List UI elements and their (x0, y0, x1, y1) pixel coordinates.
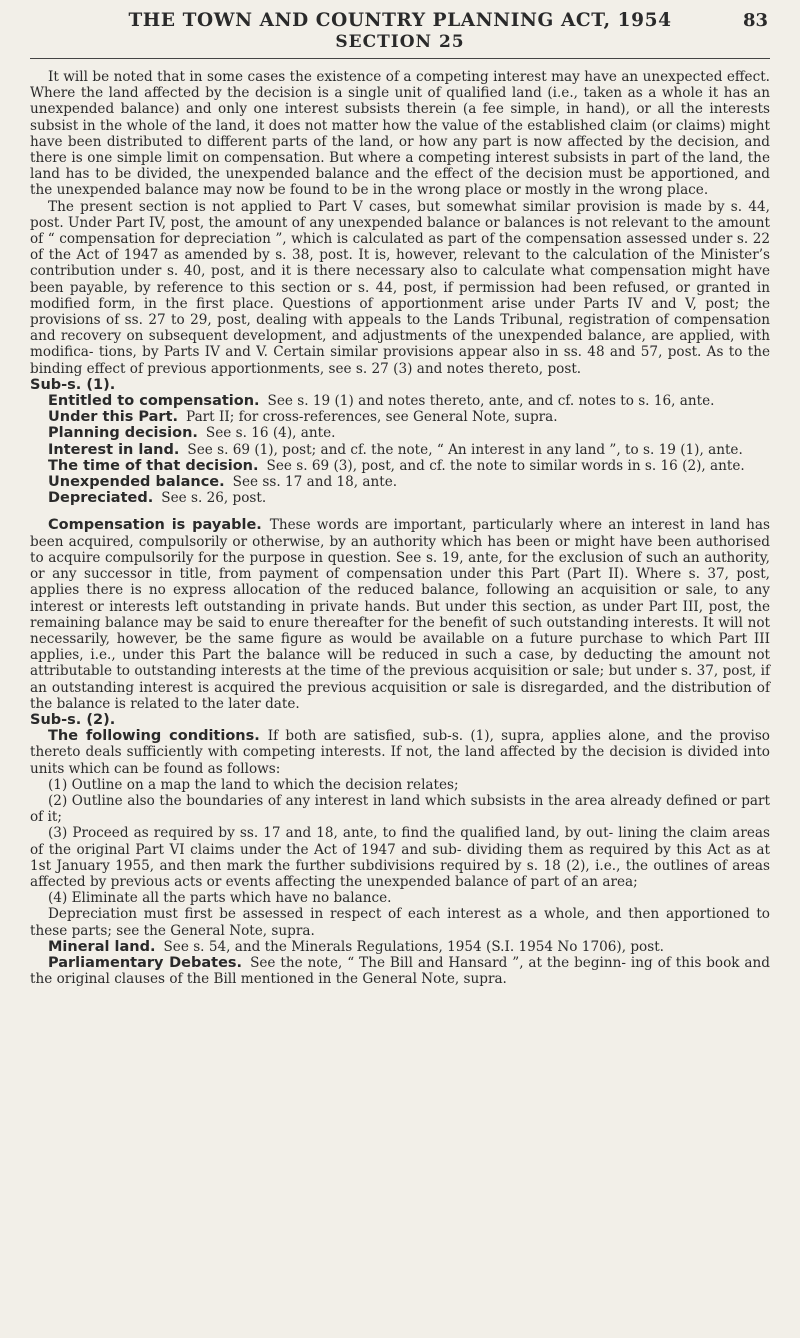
subsection-heading: Sub-s. (1). (30, 376, 116, 393)
paragraph: The present section is not applied to Part V cases, but somewhat similar provision is made by s. 44, post. Under Part IV, post, the amount of any unexpended balance or balances is not relevant to the amount of “ compensation for depreciation ”, which is calculated as part of the compensation assessed under s. 22 of the Act of 1947 as amended by s. 38, post. It is, however, relevant to the calculation of the Minister’s contribution under s. 40, post, and it is there necessary also to calculate what compensation might have been payable, by reference to this section or s. 44, post, if permission had been refused, or granted in modified form, in the first place. Questions of apportionment arise under Parts IV and V, post; the provisions of ss. 27 to 29, post, dealing with appeals to the Lands Tribunal, registration of compensation and recovery on subsequent development, and adjustments of the unexpended balance, are applied, with modifica- tions, by Parts IV and V. Certain similar provisions appear also in ss. 48 and 57, post. As to the binding effect of previous apportionments, see s. 27 (3) and notes thereto, post. (30, 198, 770, 377)
note-heading: Entitled to compensation. (48, 393, 260, 410)
spacer (30, 506, 770, 517)
note-heading: Depreciated. (48, 490, 154, 507)
page-header (30, 10, 770, 52)
note: Compensation is payable. These words are important, particularly where an interest in land has been acquired, compulsorily or otherwise, by an authority which has been or might have been authorised to acquire compulsorily for the purpose in question. See s. 19, ante, for the exclusion of such an authority, or any successor in title, from payment of compensation under this Part (Part II). Where s. 37, post, applies there is no express allocation of the reduced balance, following an acquisition or sale, to any interest or interests left outstanding in private hands. But under this section, as under Part III, post, the remaining balance may be said to enure thereafter for the benefit of such outstanding interests. It will not necessarily, however, be the same figure as would be available on a future purchase to which Part III applies, i.e., under this Part the balance will be reduced in such a case, by deducting the amount not attributable to outstanding interests at the time of the previous acquisition or sale; but under s. 37, post, if an outstanding interest is acquired the previous acquisition or sale is disregarded, and the distribution of the balance is related to the later date. (30, 517, 770, 712)
numbered-list (30, 777, 770, 907)
section-title: SECTION 25 (335, 32, 465, 52)
note: Interest in land. See s. 69 (1), post; and cf. the note, “ An interest in any land ”, to s. 19 (1), ante. (48, 441, 743, 458)
note: The following conditions. If both are satisfied, sub-s. (1), supra, applies alone, and the proviso thereto deals sufficiently with competing interests. If not, the land affected by the decision is divided into units which can be found as follows: (30, 728, 770, 777)
list-item: (3) Proceed as required by ss. 17 and 18, ante, to find the qualified land, by out- lining the claim areas of the original Part VI claims under the Act of 1947 and sub- dividing them as required by this Act as at 1st January 1955, and then mark the further subdivisions required by s. 18 (2), i.e., the outlines of areas affected by previous acts or events affecting the unexpended balance of part of an area; (30, 825, 770, 890)
running-title: THE TOWN AND COUNTRY PLANNING ACT, 1954 (128, 10, 672, 31)
paragraph: It will be noted that in some cases the existence of a competing interest may have an unexpected effect. Where the land affected by the decision is a single unit of qualified land (i.e., taken as a whole it has an unexpended balance) and only one interest subsists therein (a fee simple, in hand), or all the interests subsist in the whole of the land, it does not matter how the value of the established claim (or claims) might have been distributed to different parts of the land, or how any part is now affected by the decision, and there is one simple limit on compensation. But where a competing interest subsists in part of the land, the land has to be divided, the unexpended balance and the effect of the decision must be apportioned, and the unexpended balance may now be found to be in the wrong place or mostly in the wrong place. (30, 69, 770, 199)
note-heading: Unexpended balance. (48, 474, 225, 491)
list-item: (1) Outline on a map the land to which the decision relates; (48, 776, 459, 793)
note-heading: Compensation is payable. (48, 517, 262, 534)
note: Mineral land. See s. 54, and the Minerals Regulations, 1954 (S.I. 1954 No 1706), post. (48, 938, 664, 955)
note-heading: Mineral land. (48, 938, 156, 955)
note-heading: Interest in land. (48, 441, 180, 458)
note: Under this Part. Part II; for cross-references, see General Note, supra. (48, 409, 558, 426)
list-item: (2) Outline also the boundaries of any interest in land which subsists in the area already defined or part of it; (30, 792, 770, 826)
note-heading: Planning decision. (48, 425, 198, 442)
subsection-heading: Sub-s. (2). (30, 711, 116, 728)
note-heading: The following conditions. (48, 728, 260, 745)
note: Depreciated. See s. 26, post. (48, 490, 267, 507)
page-number: 83 (742, 10, 768, 31)
note: Parliamentary Debates. See the note, “ The Bill and Hansard ”, at the beginn- ing of this book and the original clauses of the Bill mentioned in the General Note, supra. (30, 954, 770, 988)
note: The time of that decision. See s. 69 (3), post, and cf. the note to similar words in s. 16 (2), ante. (48, 457, 745, 474)
list-item: (4) Eliminate all the parts which have no balance. (48, 890, 392, 907)
body-text (30, 69, 770, 987)
header-rule (30, 58, 770, 59)
note-heading: Under this Part. (48, 409, 179, 426)
paragraph: Depreciation must first be assessed in respect of each interest as a whole, and then apportioned to these parts; see the General Note, supra. (30, 906, 770, 939)
note-heading: Parliamentary Debates. (48, 954, 243, 971)
note: Unexpended balance. See ss. 17 and 18, ante. (48, 474, 398, 491)
note-heading: The time of that decision. (48, 457, 259, 474)
note: Entitled to compensation. See s. 19 (1) and notes thereto, ante, and cf. notes to s. 16, ante. (48, 393, 715, 410)
note: Planning decision. See s. 16 (4), ante. (48, 425, 336, 442)
